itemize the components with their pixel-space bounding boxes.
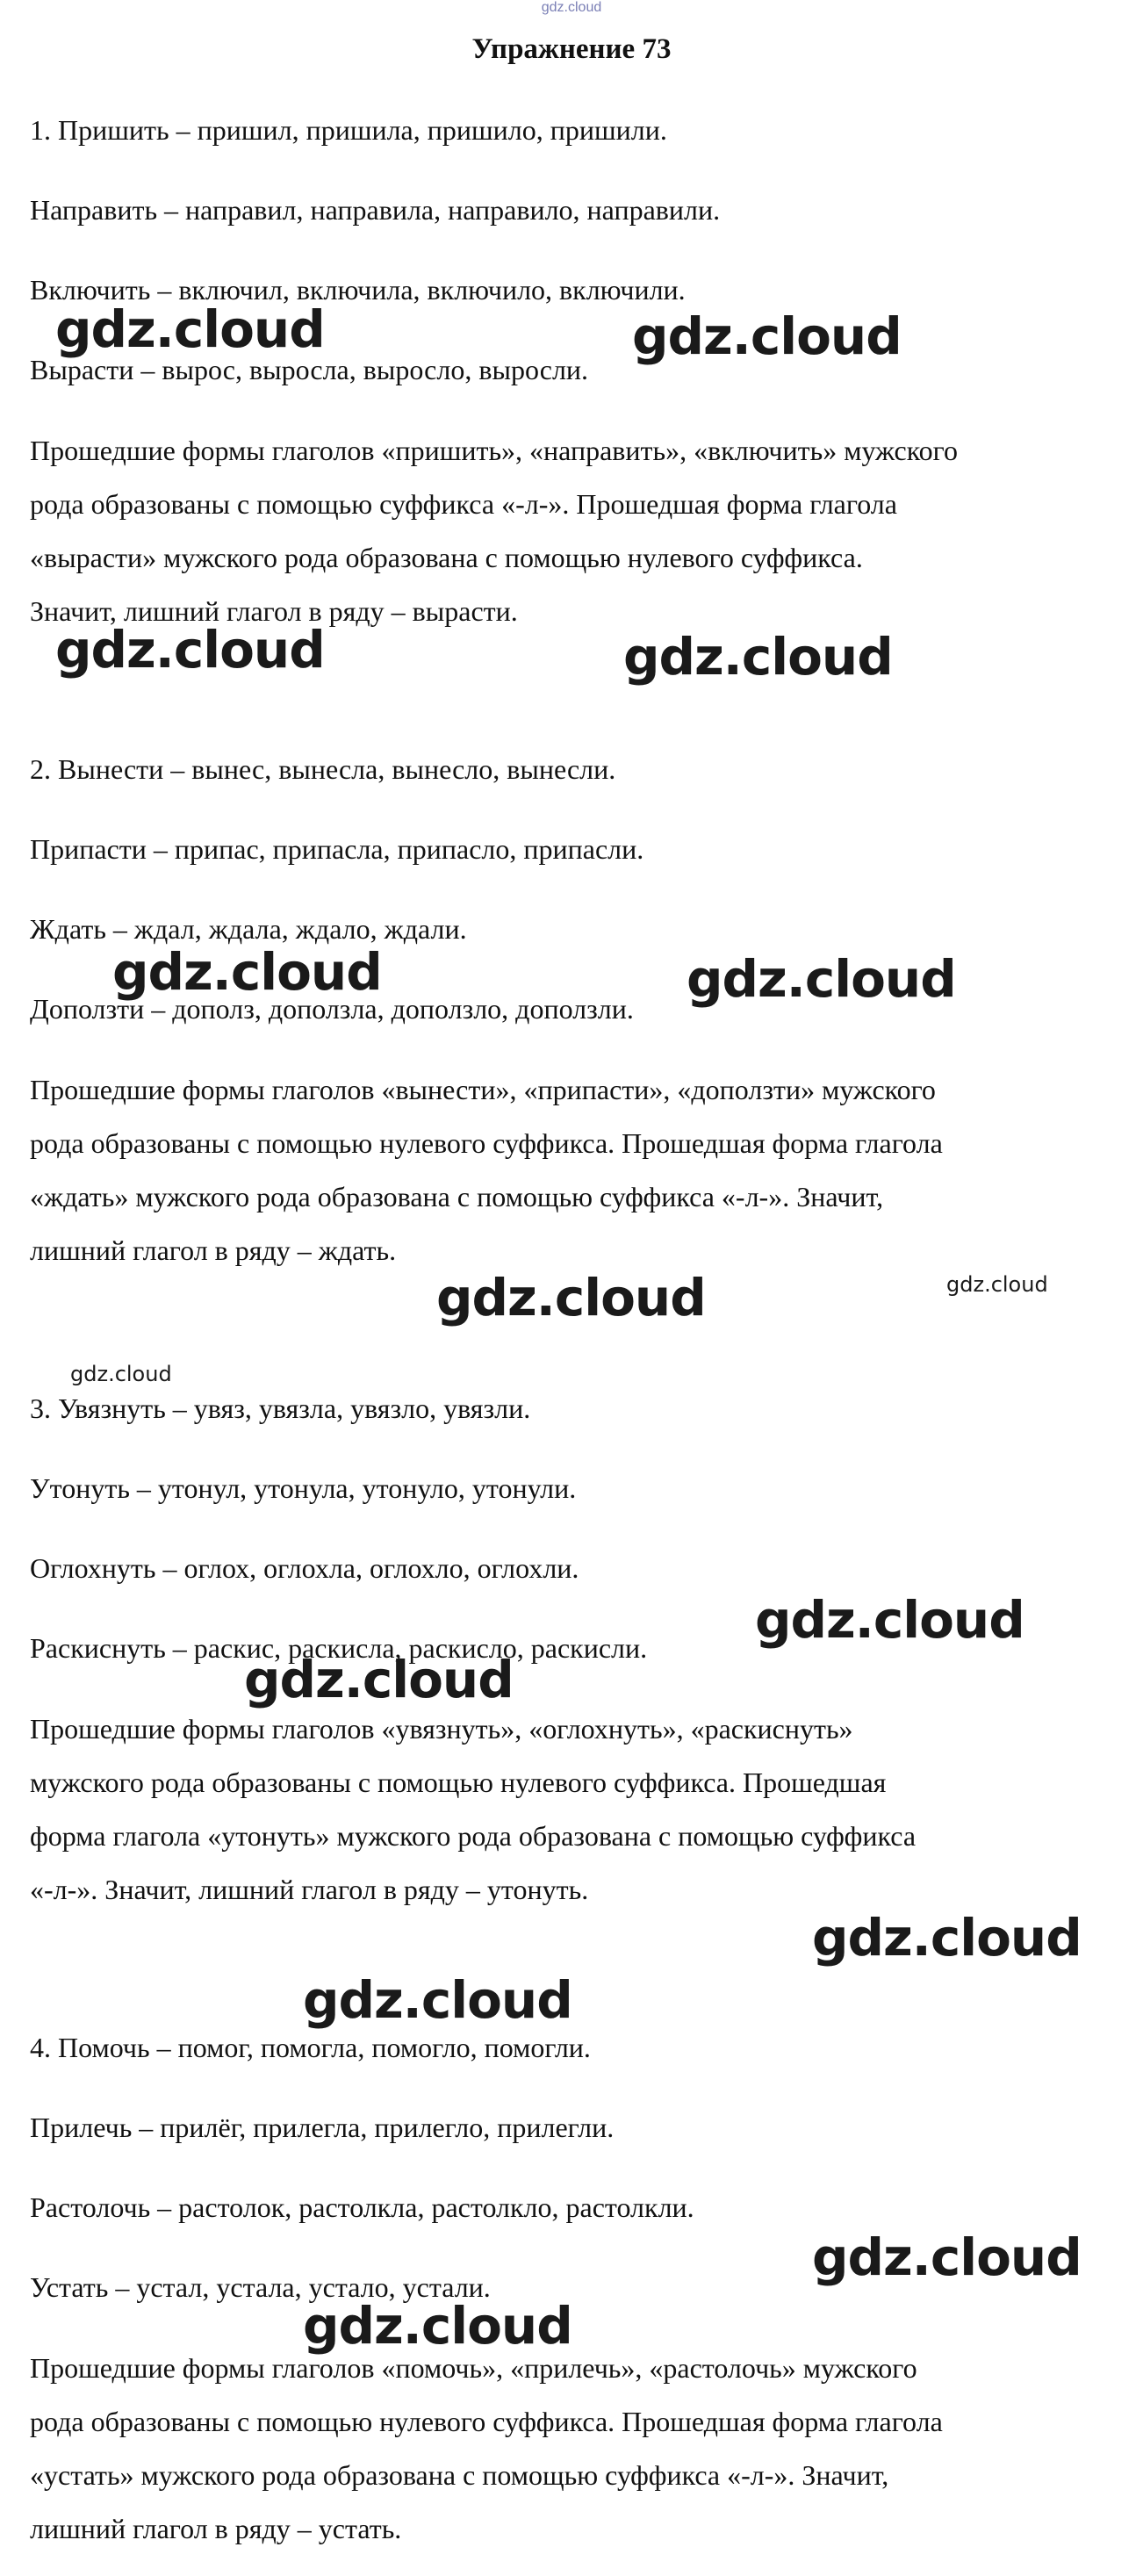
section-1-line-2: Направить – направил, направила, направило, направили. — [30, 194, 721, 226]
section-2-line-1: 2. Вынести – вынес, вынесла, вынесло, вынесли. — [30, 753, 616, 785]
section-3-explanation-2: мужского рода образованы с помощью нулевого суффикса. Прошедшая — [30, 1767, 887, 1798]
section-2-line-2: Припасти – припас, припасла, припасло, припасли. — [30, 833, 644, 865]
section-2-explanation-3: «ждать» мужского рода образована с помощью суффикса «-л-». Значит, — [30, 1181, 884, 1212]
section-1-line-1: 1. Пришить – пришил, пришила, пришило, пришили. — [30, 114, 667, 146]
section-3-explanation-4: «-л-». Значит, лишний глагол в ряду – утонуть. — [30, 1874, 589, 1905]
section-3-line-2: Утонуть – утонул, утонула, утонуло, утонули. — [30, 1472, 577, 1504]
section-1-explanation-3: «вырасти» мужского рода образована с помощью нулевого суффикса. — [30, 542, 863, 573]
watermark: gdz.cloud — [303, 2296, 572, 2356]
section-4-explanation-2: рода образованы с помощью нулевого суффикса. Прошедшая форма глагола — [30, 2406, 943, 2437]
section-2-line-3: Ждать – ждал, ждала, ждало, ждали. — [30, 913, 467, 945]
section-3-explanation-3: форма глагола «утонуть» мужского рода образована с помощью суффикса — [30, 1820, 917, 1852]
section-1-line-3: Включить – включил, включила, включило, включили. — [30, 274, 686, 306]
watermark: gdz.cloud — [632, 306, 902, 366]
section-2-explanation-2: рода образованы с помощью нулевого суффикса. Прошедшая форма глагола — [30, 1127, 943, 1159]
section-4-explanation-1: Прошедшие формы глаголов «помочь», «прилечь», «растолочь» мужского — [30, 2352, 917, 2384]
watermark-small: gdz.cloud — [946, 1272, 1048, 1297]
watermark-small: gdz.cloud — [70, 1362, 172, 1386]
section-3-line-4: Раскиснуть – раскис, раскисла, раскисло, раскисли. — [30, 1632, 648, 1664]
watermark: gdz.cloud — [303, 1970, 572, 2030]
section-2-explanation-4: лишний глагол в ряду – ждать. — [30, 1234, 397, 1266]
section-2-explanation-1: Прошедшие формы глаголов «вынести», «припасти», «доползти» мужского — [30, 1074, 936, 1105]
section-3-explanation-1: Прошедшие формы глаголов «увязнуть», «оглохнуть», «раскиснуть» — [30, 1713, 853, 1745]
section-4-line-1: 4. Помочь – помог, помогла, помогло, помогли. — [30, 2032, 591, 2063]
watermark: gdz.cloud — [244, 1650, 514, 1709]
section-3-line-1: 3. Увязнуть – увяз, увязла, увязло, увязли. — [30, 1392, 531, 1424]
section-1-explanation-2: рода образованы с помощью суффикса «-л-». Прошедшая форма глагола — [30, 488, 897, 520]
watermark: gdz.cloud — [687, 949, 956, 1009]
watermark: gdz.cloud — [623, 627, 893, 687]
section-3-line-3: Оглохнуть – оглох, оглохла, оглохло, оглохли. — [30, 1552, 579, 1584]
section-4-line-4: Устать – устал, устала, устало, устали. — [30, 2271, 491, 2303]
watermark: gdz.cloud — [812, 1908, 1082, 1968]
watermark: gdz.cloud — [812, 2227, 1082, 2287]
section-2-line-4: Доползти – дополз, доползла, доползло, доползли. — [30, 993, 634, 1025]
section-4-explanation-3: «устать» мужского рода образована с помощью суффикса «-л-». Значит, — [30, 2459, 889, 2491]
section-4-line-2: Прилечь – прилёг, прилегла, прилегло, прилегли. — [30, 2112, 615, 2143]
section-4-line-3: Растолочь – растолок, растолкла, растолкло, растолкли. — [30, 2191, 694, 2223]
watermark: gdz.cloud — [55, 620, 325, 680]
section-1-line-4: Вырасти – вырос, выросла, выросло, выросли. — [30, 354, 589, 385]
top-watermark: gdz.cloud — [541, 0, 602, 15]
section-1-explanation-4: Значит, лишний глагол в ряду – вырасти. — [30, 595, 518, 627]
page-title: Упражнение 73 — [471, 33, 672, 65]
watermark: gdz.cloud — [436, 1268, 706, 1328]
section-4-explanation-4: лишний глагол в ряду – устать. — [30, 2513, 402, 2544]
watermark: gdz.cloud — [55, 299, 325, 359]
section-1-explanation-1: Прошедшие формы глаголов «пришить», «направить», «включить» мужского — [30, 435, 958, 466]
watermark: gdz.cloud — [112, 942, 382, 1002]
watermark: gdz.cloud — [755, 1590, 1024, 1650]
